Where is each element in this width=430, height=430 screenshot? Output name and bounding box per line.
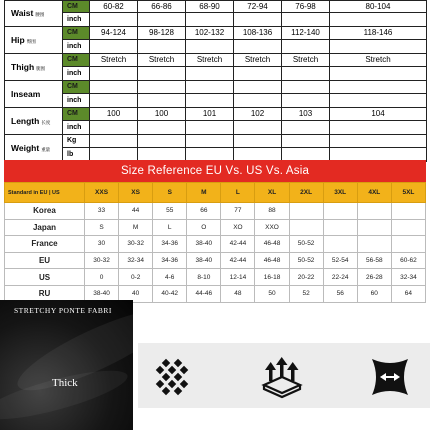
- size-header-cell: 2XL: [289, 183, 323, 203]
- row-label: [5, 1, 63, 27]
- unit-cell: CM: [63, 26, 90, 40]
- size-cell: 32-34: [119, 252, 153, 269]
- four-way-stretch-icon: [368, 355, 412, 399]
- size-header-cell: XS: [119, 183, 153, 203]
- value-cell: 98-128: [138, 26, 186, 40]
- size-reference-title: Size Reference EU Vs. US Vs. Asia: [120, 165, 310, 177]
- fabric-thickness-label: Thick: [52, 377, 78, 389]
- size-cell: [289, 203, 323, 220]
- value-cell: [330, 67, 427, 81]
- value-cell: [282, 94, 330, 108]
- size-cell: 42-44: [221, 236, 255, 253]
- value-cell: Stretch: [330, 53, 427, 67]
- row-label: [5, 26, 63, 53]
- value-cell: [282, 67, 330, 81]
- value-cell: [138, 94, 186, 108]
- fabric-title: STRETCHY PONTE FABRI: [14, 306, 112, 315]
- size-cell: [323, 219, 357, 236]
- size-header-row: [5, 183, 426, 203]
- value-cell: [234, 134, 282, 148]
- value-cell: [282, 80, 330, 94]
- value-cell: [330, 121, 427, 135]
- size-header-cell: XXS: [85, 183, 119, 203]
- size-cell: 33: [85, 203, 119, 220]
- value-cell: [282, 148, 330, 162]
- measurement-chart: [4, 0, 426, 160]
- row-label-text: Weight: [11, 142, 40, 153]
- size-cell: 64: [391, 285, 425, 302]
- size-row: [5, 269, 426, 286]
- size-cell: S: [85, 219, 119, 236]
- value-cell: 100: [90, 107, 138, 121]
- row-label-text: Inseam: [11, 88, 41, 99]
- value-cell: [138, 148, 186, 162]
- value-cell: [90, 13, 138, 27]
- value-cell: [330, 13, 427, 27]
- diamond-grid-icon: [152, 355, 196, 399]
- value-cell: 68-90: [186, 1, 234, 13]
- value-cell: [138, 134, 186, 148]
- size-reference-table: [4, 182, 426, 303]
- feature-icons-strip: [138, 343, 430, 408]
- size-cell: [391, 219, 425, 236]
- value-cell: [330, 94, 427, 108]
- row-label-text: Thigh: [11, 61, 35, 72]
- size-cell: L: [153, 219, 187, 236]
- row-label-text: Length: [11, 115, 40, 126]
- value-cell: [186, 13, 234, 27]
- value-cell: [234, 67, 282, 81]
- size-cell: [289, 219, 323, 236]
- row-label: [5, 134, 63, 161]
- size-row: [5, 236, 426, 253]
- row-label: [5, 107, 63, 134]
- size-header-cell: 4XL: [357, 183, 391, 203]
- value-cell: [234, 148, 282, 162]
- size-cell: 52-54: [323, 252, 357, 269]
- value-cell: 100: [138, 107, 186, 121]
- size-cell: 32-34: [391, 269, 425, 286]
- size-cell: 16-18: [255, 269, 289, 286]
- value-cell: [330, 134, 427, 148]
- unit-cell: inch: [63, 40, 90, 54]
- value-cell: [138, 121, 186, 135]
- size-cell: 44: [119, 203, 153, 220]
- value-cell: 72-94: [234, 1, 282, 13]
- row-label-cn: 长度: [41, 119, 51, 125]
- value-cell: [138, 13, 186, 27]
- value-cell: [234, 40, 282, 54]
- unit-cell: Kg: [63, 134, 90, 148]
- size-reference-banner: [4, 160, 426, 182]
- value-cell: [90, 121, 138, 135]
- size-cell: 50-52: [289, 252, 323, 269]
- row-label-text: Waist: [11, 8, 34, 19]
- size-cell: 8-10: [187, 269, 221, 286]
- measurement-row: [5, 13, 427, 27]
- size-cell: 4-6: [153, 269, 187, 286]
- size-cell: 60-62: [391, 252, 425, 269]
- value-cell: [186, 94, 234, 108]
- value-cell: 112-140: [282, 26, 330, 40]
- size-row: [5, 252, 426, 269]
- value-cell: [234, 121, 282, 135]
- value-cell: [282, 121, 330, 135]
- value-cell: [282, 13, 330, 27]
- measurement-row: [5, 148, 427, 162]
- measurement-row: [5, 26, 427, 40]
- unit-cell: CM: [63, 80, 90, 94]
- size-cell: 30: [85, 236, 119, 253]
- value-cell: 108-136: [234, 26, 282, 40]
- value-cell: 102: [234, 107, 282, 121]
- size-cell: 38-40: [85, 285, 119, 302]
- value-cell: [330, 40, 427, 54]
- size-cell: 60: [357, 285, 391, 302]
- size-cell: M: [119, 219, 153, 236]
- row-label-cn: 腿围: [36, 65, 46, 71]
- size-cell: O: [187, 219, 221, 236]
- measurement-table: [4, 0, 427, 162]
- size-header-cell: L: [221, 183, 255, 203]
- unit-cell: inch: [63, 13, 90, 27]
- size-cell: 34-36: [153, 252, 187, 269]
- row-label-text: Hip: [11, 34, 25, 45]
- size-cell: 0: [85, 269, 119, 286]
- size-cell: 38-40: [187, 252, 221, 269]
- measurement-row: [5, 67, 427, 81]
- value-cell: [282, 134, 330, 148]
- value-cell: 102-132: [186, 26, 234, 40]
- value-cell: [234, 13, 282, 27]
- size-reference-chart: [4, 182, 426, 303]
- value-cell: Stretch: [282, 53, 330, 67]
- unit-cell: CM: [63, 107, 90, 121]
- unit-cell: inch: [63, 94, 90, 108]
- size-cell: 77: [221, 203, 255, 220]
- value-cell: Stretch: [186, 53, 234, 67]
- size-cell: 22-24: [323, 269, 357, 286]
- value-cell: Stretch: [138, 53, 186, 67]
- size-cell: 46-48: [255, 236, 289, 253]
- value-cell: [186, 121, 234, 135]
- measurement-row: [5, 107, 427, 121]
- value-cell: [330, 148, 427, 162]
- size-cell: 66: [187, 203, 221, 220]
- value-cell: [186, 40, 234, 54]
- unit-cell: lb: [63, 148, 90, 162]
- value-cell: 103: [282, 107, 330, 121]
- measurement-row: [5, 53, 427, 67]
- value-cell: 104: [330, 107, 427, 121]
- value-cell: [234, 94, 282, 108]
- row-label: [5, 53, 63, 80]
- size-cell: 55: [153, 203, 187, 220]
- size-cell: XXO: [255, 219, 289, 236]
- row-label-cn: 重量: [41, 146, 51, 152]
- size-header-cell: S: [153, 183, 187, 203]
- value-cell: [90, 148, 138, 162]
- value-cell: Stretch: [234, 53, 282, 67]
- region-label: US: [5, 269, 85, 286]
- value-cell: 80-104: [330, 1, 427, 13]
- size-cell: 30-32: [119, 236, 153, 253]
- size-row: [5, 203, 426, 220]
- value-cell: [90, 40, 138, 54]
- region-label: Korea: [5, 203, 85, 220]
- size-cell: [357, 219, 391, 236]
- size-cell: 52: [289, 285, 323, 302]
- size-cell: 44-46: [187, 285, 221, 302]
- value-cell: [186, 134, 234, 148]
- unit-cell: CM: [63, 53, 90, 67]
- size-header-cell: 3XL: [323, 183, 357, 203]
- value-cell: [186, 148, 234, 162]
- size-row: [5, 219, 426, 236]
- size-cell: [323, 236, 357, 253]
- size-cell: 40: [119, 285, 153, 302]
- value-cell: [138, 80, 186, 94]
- value-cell: [234, 80, 282, 94]
- row-label: [5, 80, 63, 107]
- unit-cell: inch: [63, 121, 90, 135]
- size-cell: 0-2: [119, 269, 153, 286]
- size-cell: [357, 203, 391, 220]
- value-cell: 94-124: [90, 26, 138, 40]
- size-cell: [357, 236, 391, 253]
- value-cell: Stretch: [90, 53, 138, 67]
- value-cell: 66-86: [138, 1, 186, 13]
- value-cell: 118-146: [330, 26, 427, 40]
- size-cell: 26-28: [357, 269, 391, 286]
- standard-label: Standard in EU | US: [5, 183, 85, 203]
- value-cell: [282, 40, 330, 54]
- size-cell: 12-14: [221, 269, 255, 286]
- size-cell: 42-44: [221, 252, 255, 269]
- size-cell: 48: [221, 285, 255, 302]
- region-label: France: [5, 236, 85, 253]
- value-cell: 76-98: [282, 1, 330, 13]
- size-cell: 30-32: [85, 252, 119, 269]
- value-cell: [186, 80, 234, 94]
- size-cell: 50: [255, 285, 289, 302]
- value-cell: [90, 94, 138, 108]
- size-cell: 56-58: [357, 252, 391, 269]
- value-cell: [90, 80, 138, 94]
- measurement-row: [5, 80, 427, 94]
- size-cell: 20-22: [289, 269, 323, 286]
- value-cell: [186, 67, 234, 81]
- size-cell: 50-52: [289, 236, 323, 253]
- stretch-arrows-icon: [258, 355, 302, 399]
- value-cell: 101: [186, 107, 234, 121]
- size-cell: [323, 203, 357, 220]
- value-cell: [138, 67, 186, 81]
- size-header-cell: M: [187, 183, 221, 203]
- measurement-row: [5, 1, 427, 13]
- value-cell: 60-82: [90, 1, 138, 13]
- region-label: Japan: [5, 219, 85, 236]
- value-cell: [90, 67, 138, 81]
- size-cell: [391, 203, 425, 220]
- row-label-cn: 腰围: [35, 12, 45, 18]
- size-cell: 40-42: [153, 285, 187, 302]
- measurement-row: [5, 40, 427, 54]
- size-cell: 34-36: [153, 236, 187, 253]
- size-cell: [391, 236, 425, 253]
- size-cell: 88: [255, 203, 289, 220]
- fabric-photo: [0, 300, 133, 430]
- region-label: RU: [5, 285, 85, 302]
- size-cell: XO: [221, 219, 255, 236]
- value-cell: [90, 134, 138, 148]
- measurement-row: [5, 134, 427, 148]
- size-header-cell: XL: [255, 183, 289, 203]
- region-label: EU: [5, 252, 85, 269]
- value-cell: [330, 80, 427, 94]
- size-cell: 46-48: [255, 252, 289, 269]
- size-cell: 56: [323, 285, 357, 302]
- size-cell: 38-40: [187, 236, 221, 253]
- value-cell: [138, 40, 186, 54]
- measurement-row: [5, 94, 427, 108]
- row-label-cn: 臀围: [26, 38, 36, 44]
- unit-cell: CM: [63, 1, 90, 13]
- size-header-cell: 5XL: [391, 183, 425, 203]
- measurement-row: [5, 121, 427, 135]
- unit-cell: inch: [63, 67, 90, 81]
